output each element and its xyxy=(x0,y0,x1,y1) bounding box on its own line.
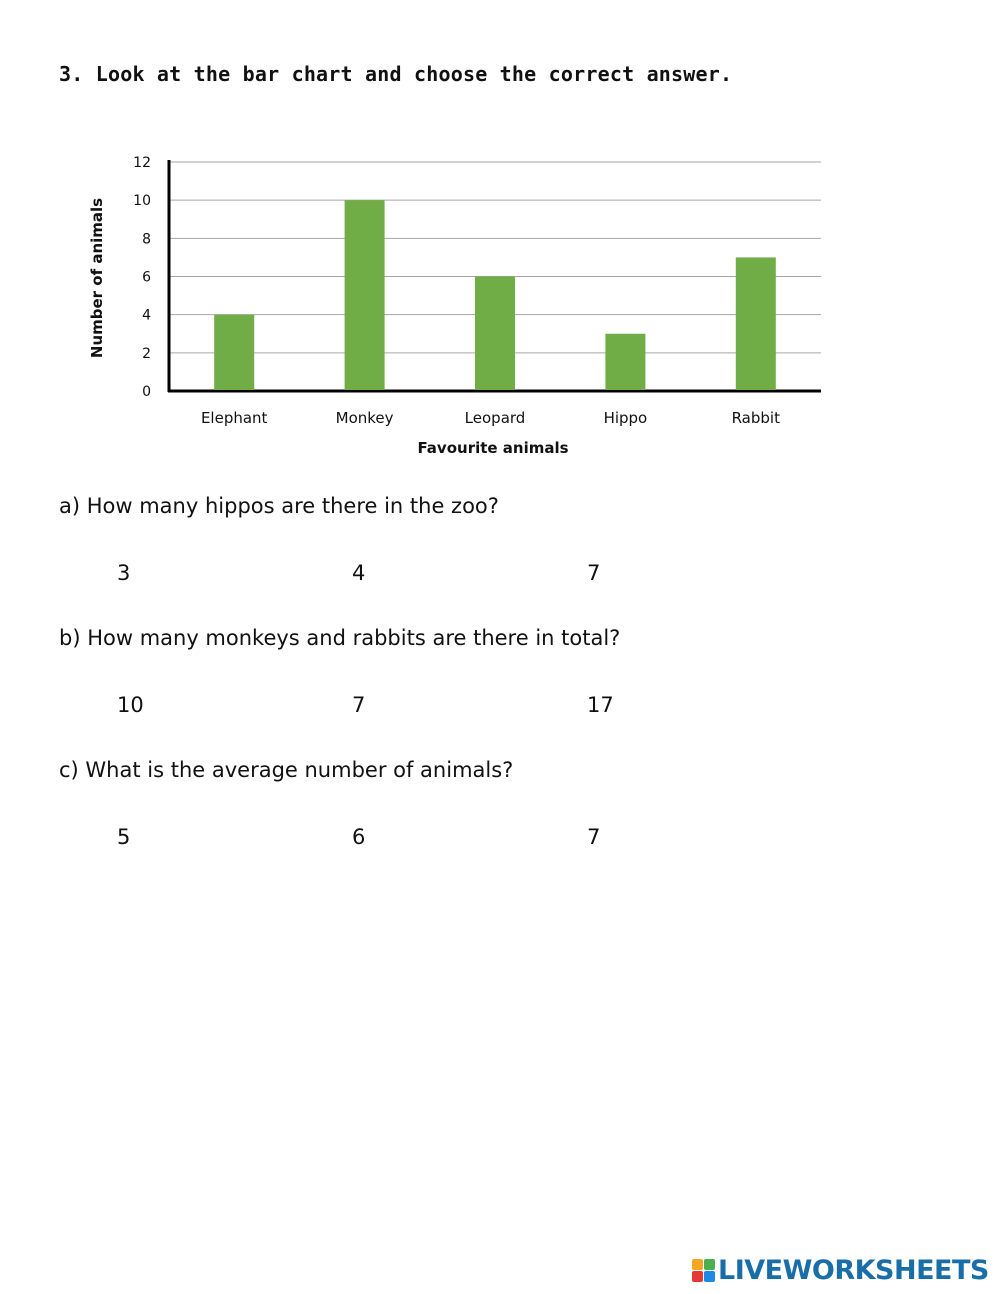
x-tick-label: Elephant xyxy=(200,409,268,427)
bar-chart xyxy=(0,0,1000,480)
logo-square xyxy=(692,1271,703,1282)
bar-elephant xyxy=(214,315,254,390)
option-c-1[interactable]: 5 xyxy=(117,825,131,849)
x-axis-title: Favourite animals xyxy=(417,439,569,457)
logo-square xyxy=(704,1259,715,1270)
y-tick-label: 0 xyxy=(142,384,151,400)
bar-rabbit xyxy=(736,257,776,390)
bar-hippo xyxy=(605,334,645,390)
x-tick-label: Hippo xyxy=(603,409,648,427)
y-tick-label: 8 xyxy=(142,231,151,248)
question-c: c) What is the average number of animals? xyxy=(59,758,514,782)
logo-square xyxy=(692,1259,703,1270)
y-tick-label: 2 xyxy=(142,345,151,362)
option-a-1[interactable]: 3 xyxy=(117,561,131,585)
y-tick-label: 4 xyxy=(142,307,151,324)
option-c-2[interactable]: 6 xyxy=(352,825,366,849)
bar-leopard xyxy=(475,277,515,391)
option-c-3[interactable]: 7 xyxy=(587,825,601,849)
option-a-3[interactable]: 7 xyxy=(587,561,601,585)
y-tick-label: 6 xyxy=(142,269,151,286)
x-tick-label: Leopard xyxy=(464,409,526,427)
x-tick-label: Monkey xyxy=(335,409,394,427)
option-b-2[interactable]: 7 xyxy=(352,693,366,717)
question-a: a) How many hippos are there in the zoo? xyxy=(59,494,499,518)
option-b-3[interactable]: 17 xyxy=(587,693,614,717)
question-b: b) How many monkeys and rabbits are there in total? xyxy=(59,626,621,650)
bar-monkey xyxy=(345,200,385,390)
y-tick-label: 10 xyxy=(133,193,151,210)
logo-square xyxy=(704,1271,715,1282)
liveworksheets-logo xyxy=(692,1254,989,1286)
logo-icon xyxy=(692,1259,715,1282)
y-axis-title: Number of animals xyxy=(88,197,106,359)
page-title: 3. Look at the bar chart and choose the correct answer. xyxy=(59,62,733,86)
x-tick-label: Rabbit xyxy=(731,409,780,427)
brand-name: LIVEWORKSHEETS xyxy=(718,1254,989,1286)
y-tick-label: 12 xyxy=(133,155,151,171)
option-b-1[interactable]: 10 xyxy=(117,693,144,717)
option-a-2[interactable]: 4 xyxy=(352,561,366,585)
